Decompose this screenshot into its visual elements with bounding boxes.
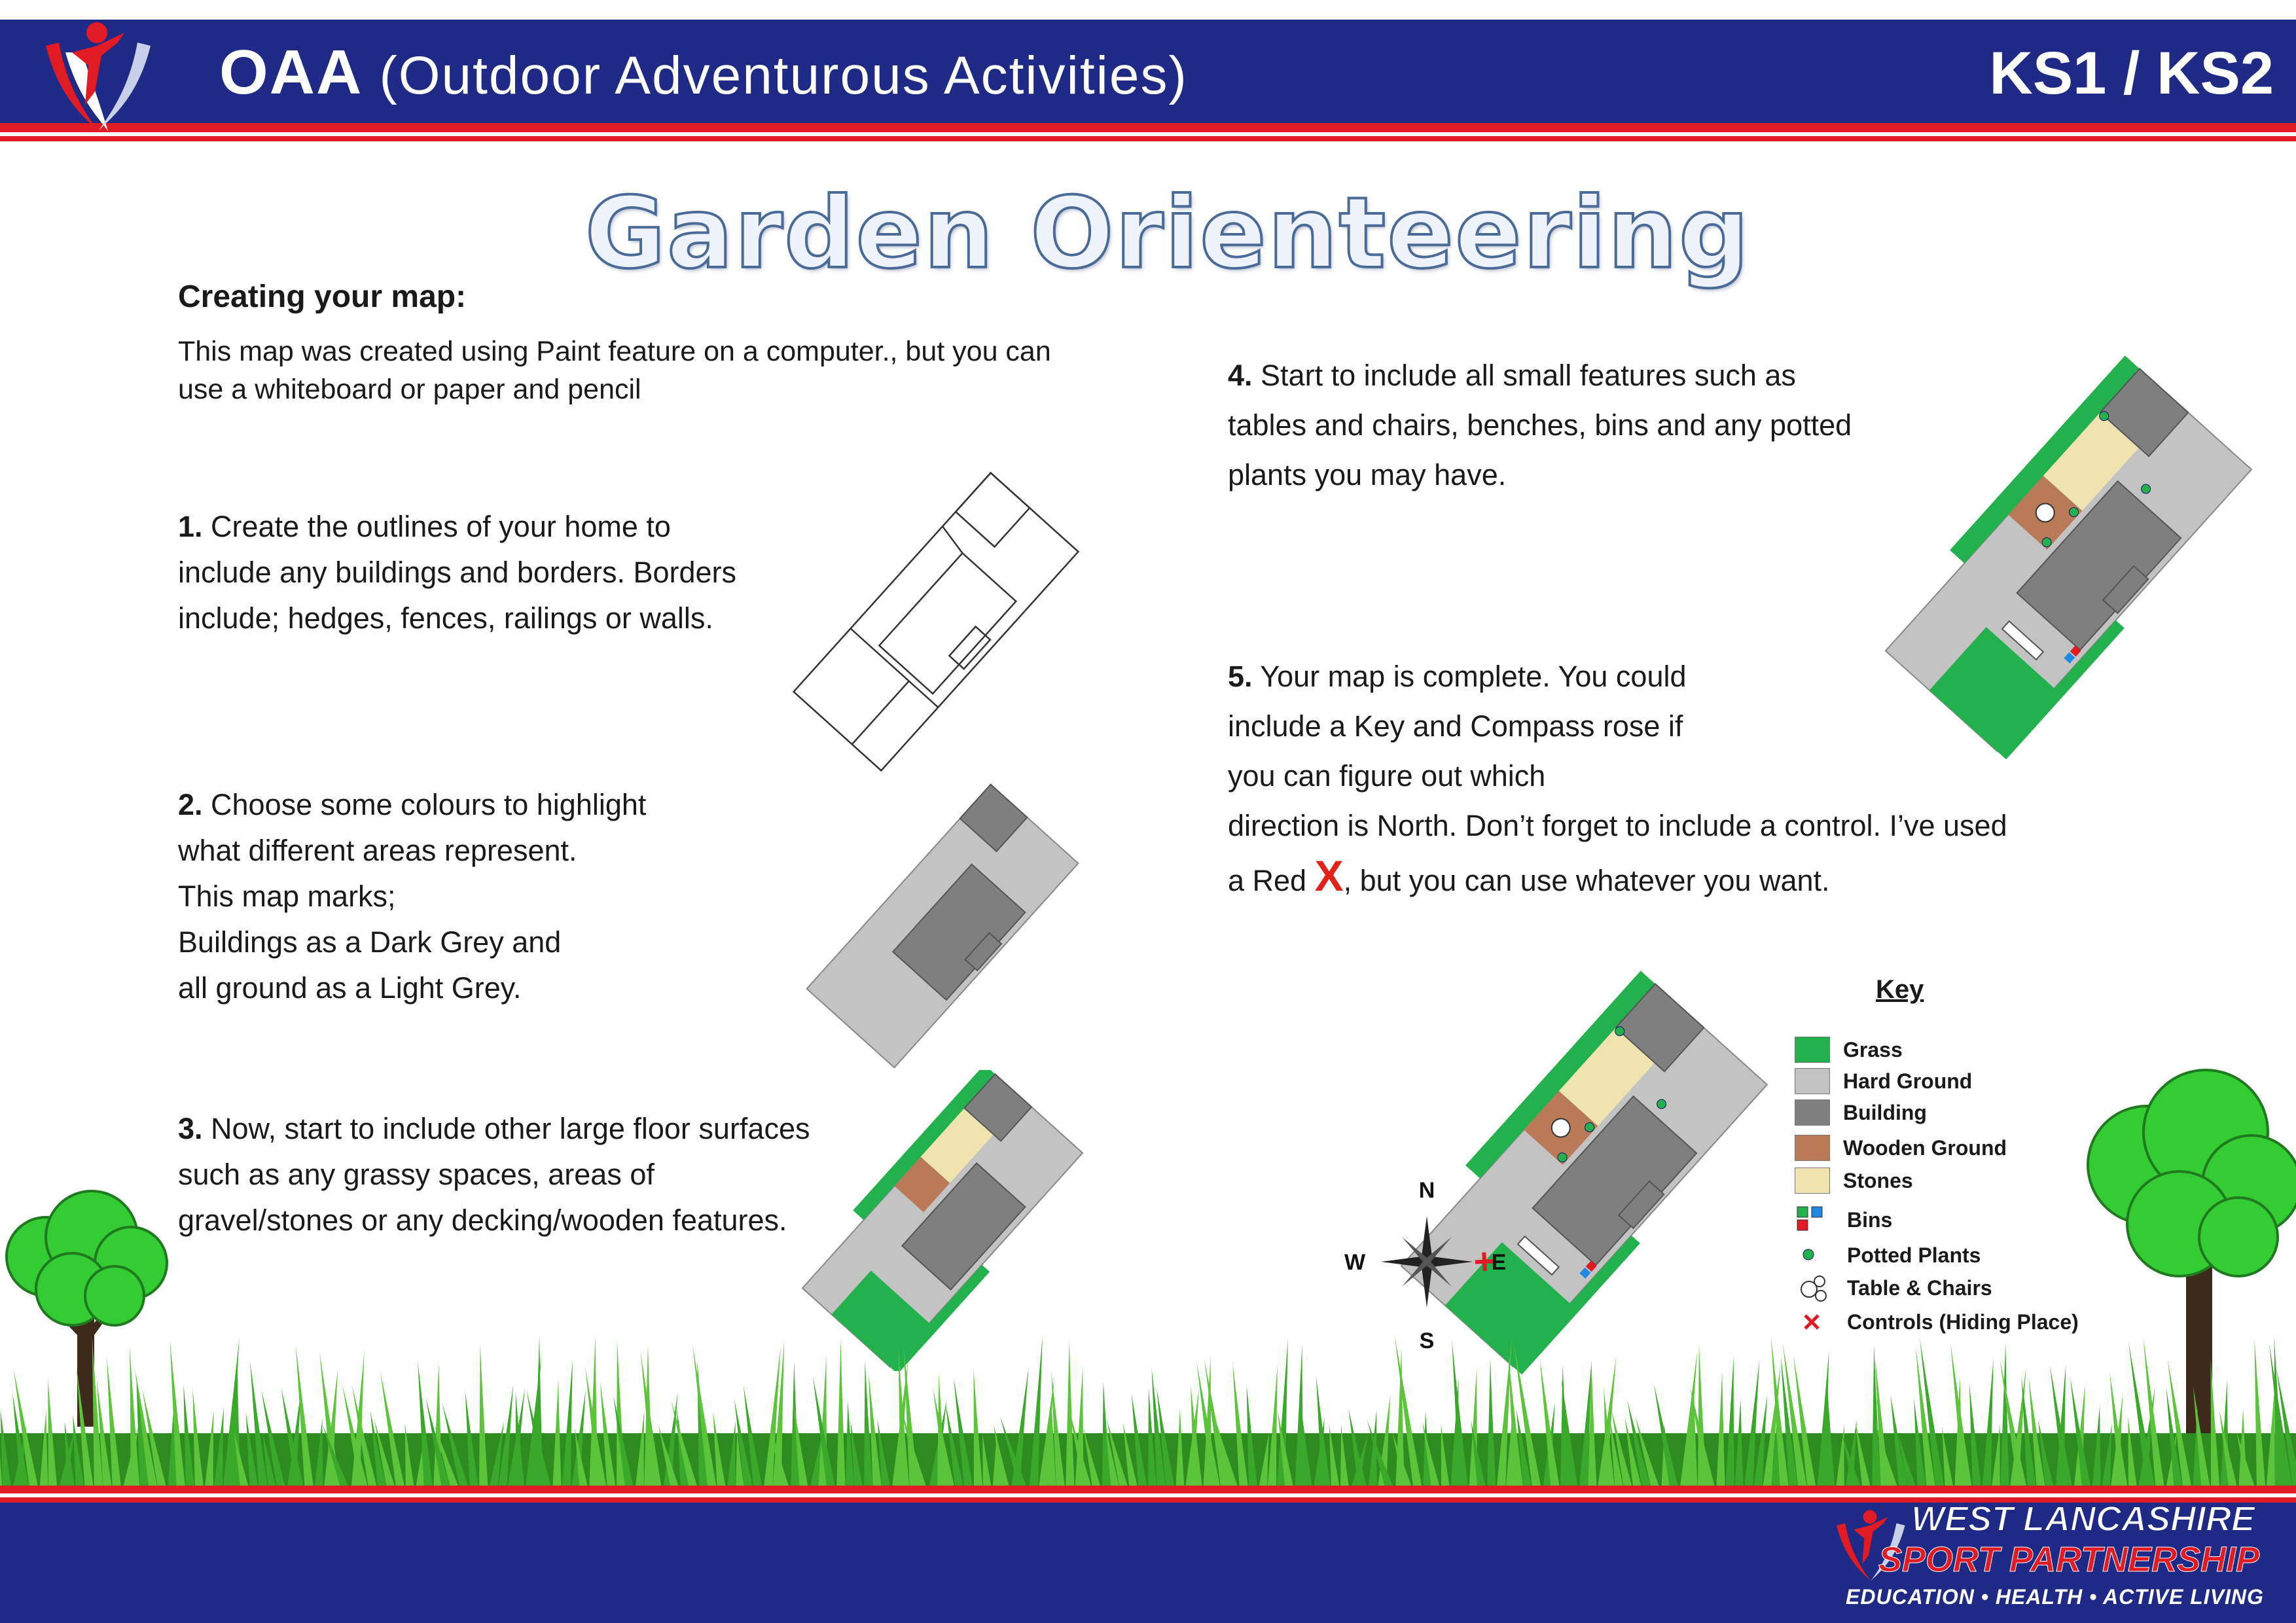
- step-body: , but you can use whatever you want.: [1343, 864, 1830, 897]
- header-title-sub: (Outdoor Adventurous Activities): [379, 46, 1188, 105]
- compass-north: N: [1418, 1178, 1435, 1203]
- swatch-icon: [1795, 1037, 1830, 1063]
- key-title: Key: [1876, 975, 1924, 1004]
- header-title-main: OAA: [219, 37, 361, 107]
- step-line: all ground as a Light Grey.: [178, 971, 522, 1005]
- key-label: Controls (Hiding Place): [1847, 1310, 2079, 1334]
- header-stripe: [0, 136, 2296, 141]
- step-number: 2.: [178, 788, 203, 821]
- step-line: [1228, 652, 1738, 801]
- footer-stripe: [0, 1486, 2296, 1493]
- step-number: 4.: [1228, 359, 1253, 392]
- swatch-icon: [1795, 1068, 1830, 1094]
- key-label: Hard Ground: [1843, 1069, 1973, 1093]
- key-label: Bins: [1847, 1208, 1893, 1232]
- key-label: Grass: [1843, 1038, 1903, 1061]
- header-title: [219, 37, 1188, 109]
- footer-tagline: EDUCATION • HEALTH • ACTIVE LIVING: [1846, 1585, 2264, 1609]
- grass-blade: [1487, 1359, 1496, 1492]
- step-number: 3.: [178, 1112, 203, 1145]
- key-label: Building: [1843, 1101, 1927, 1124]
- swatch-icon: [1795, 1135, 1830, 1161]
- step-number: 5.: [1228, 660, 1253, 693]
- key-label: Stones: [1843, 1169, 1913, 1192]
- intro-heading: Creating your map:: [178, 279, 467, 314]
- step-number: 1.: [178, 510, 203, 543]
- step-body: Now, start to include other large floor surfaces such as any grassy spaces, areas of gravel/stones or any decking/wooden features.: [178, 1112, 810, 1237]
- step-1-text: [178, 504, 767, 641]
- map-bench: [949, 626, 990, 669]
- grass-blade: [791, 1362, 800, 1492]
- grass-blade: [1725, 1356, 1734, 1492]
- step-2-text: [178, 782, 767, 1011]
- key-stage-label: KS1 / KS2: [1989, 40, 2274, 107]
- compass-west: W: [1344, 1250, 1366, 1275]
- step-body: Your map is complete. You could include a Key and Compass rose if you can figure out which: [1228, 660, 1687, 793]
- step-body: Create the outlines of your home to include any buildings and borders. Borders include; hedges, fences, railings or walls.: [178, 510, 737, 635]
- red-x-control-icon: X: [1314, 851, 1344, 900]
- step-body: Choose some colours to highlight: [202, 788, 647, 821]
- map-boundary: [794, 473, 1079, 771]
- map-building-small: [956, 473, 1030, 547]
- step-line: direction is North. Don’t forget to include a control. I’ve used: [1228, 809, 2007, 842]
- step-line: This map marks;: [178, 880, 396, 913]
- compass-south: S: [1419, 1329, 1435, 1353]
- key-label: Table & Chairs: [1847, 1276, 1992, 1300]
- page-title-text: Garden Orienteering: [584, 177, 1751, 291]
- map-colours-diagram: [792, 782, 1093, 1070]
- key-label: Wooden Ground: [1843, 1136, 2007, 1160]
- map-outline-diagram: [779, 468, 1093, 776]
- page-title: [0, 177, 2296, 291]
- footer-org-name: WEST LANCASHIRE: [1911, 1499, 2255, 1539]
- intro-body: This map was created using Paint feature on a computer., but you can use a whiteboard or paper and pencil: [178, 336, 1051, 405]
- header-stripe: [0, 123, 2296, 132]
- grass-blade: [836, 1339, 846, 1492]
- plant-icon: [1800, 1246, 1820, 1266]
- step-line: what different areas represent.: [178, 834, 577, 867]
- grass-blade: [1267, 1364, 1278, 1492]
- step-3-text: [178, 1106, 833, 1243]
- step-4-text: [1228, 351, 1882, 500]
- swatch-icon: [1795, 1099, 1830, 1126]
- step-line: [1228, 851, 2210, 906]
- swatch-icon: [1795, 1168, 1830, 1194]
- bins-icon: [1796, 1205, 1830, 1234]
- footer-org-subtitle: SPORT PARTNERSHIP: [1878, 1540, 2260, 1579]
- grass-border-icon: [0, 1283, 2296, 1492]
- step-line: [178, 782, 767, 828]
- step-body: Start to include all small features such as tables and chairs, benches, bins and any potted plants you may have.: [1228, 359, 1852, 491]
- grass-blade: [1066, 1340, 1075, 1492]
- compass-east: E: [1491, 1250, 1507, 1275]
- key-label: Potted Plants: [1847, 1243, 1981, 1267]
- step-line: Buildings as a Dark Grey and: [178, 925, 562, 959]
- grass-blade: [1716, 1370, 1725, 1492]
- partnership-logo-icon: [20, 7, 170, 137]
- step-body: a Red: [1228, 864, 1315, 897]
- map-features-diagram: [1865, 353, 2258, 772]
